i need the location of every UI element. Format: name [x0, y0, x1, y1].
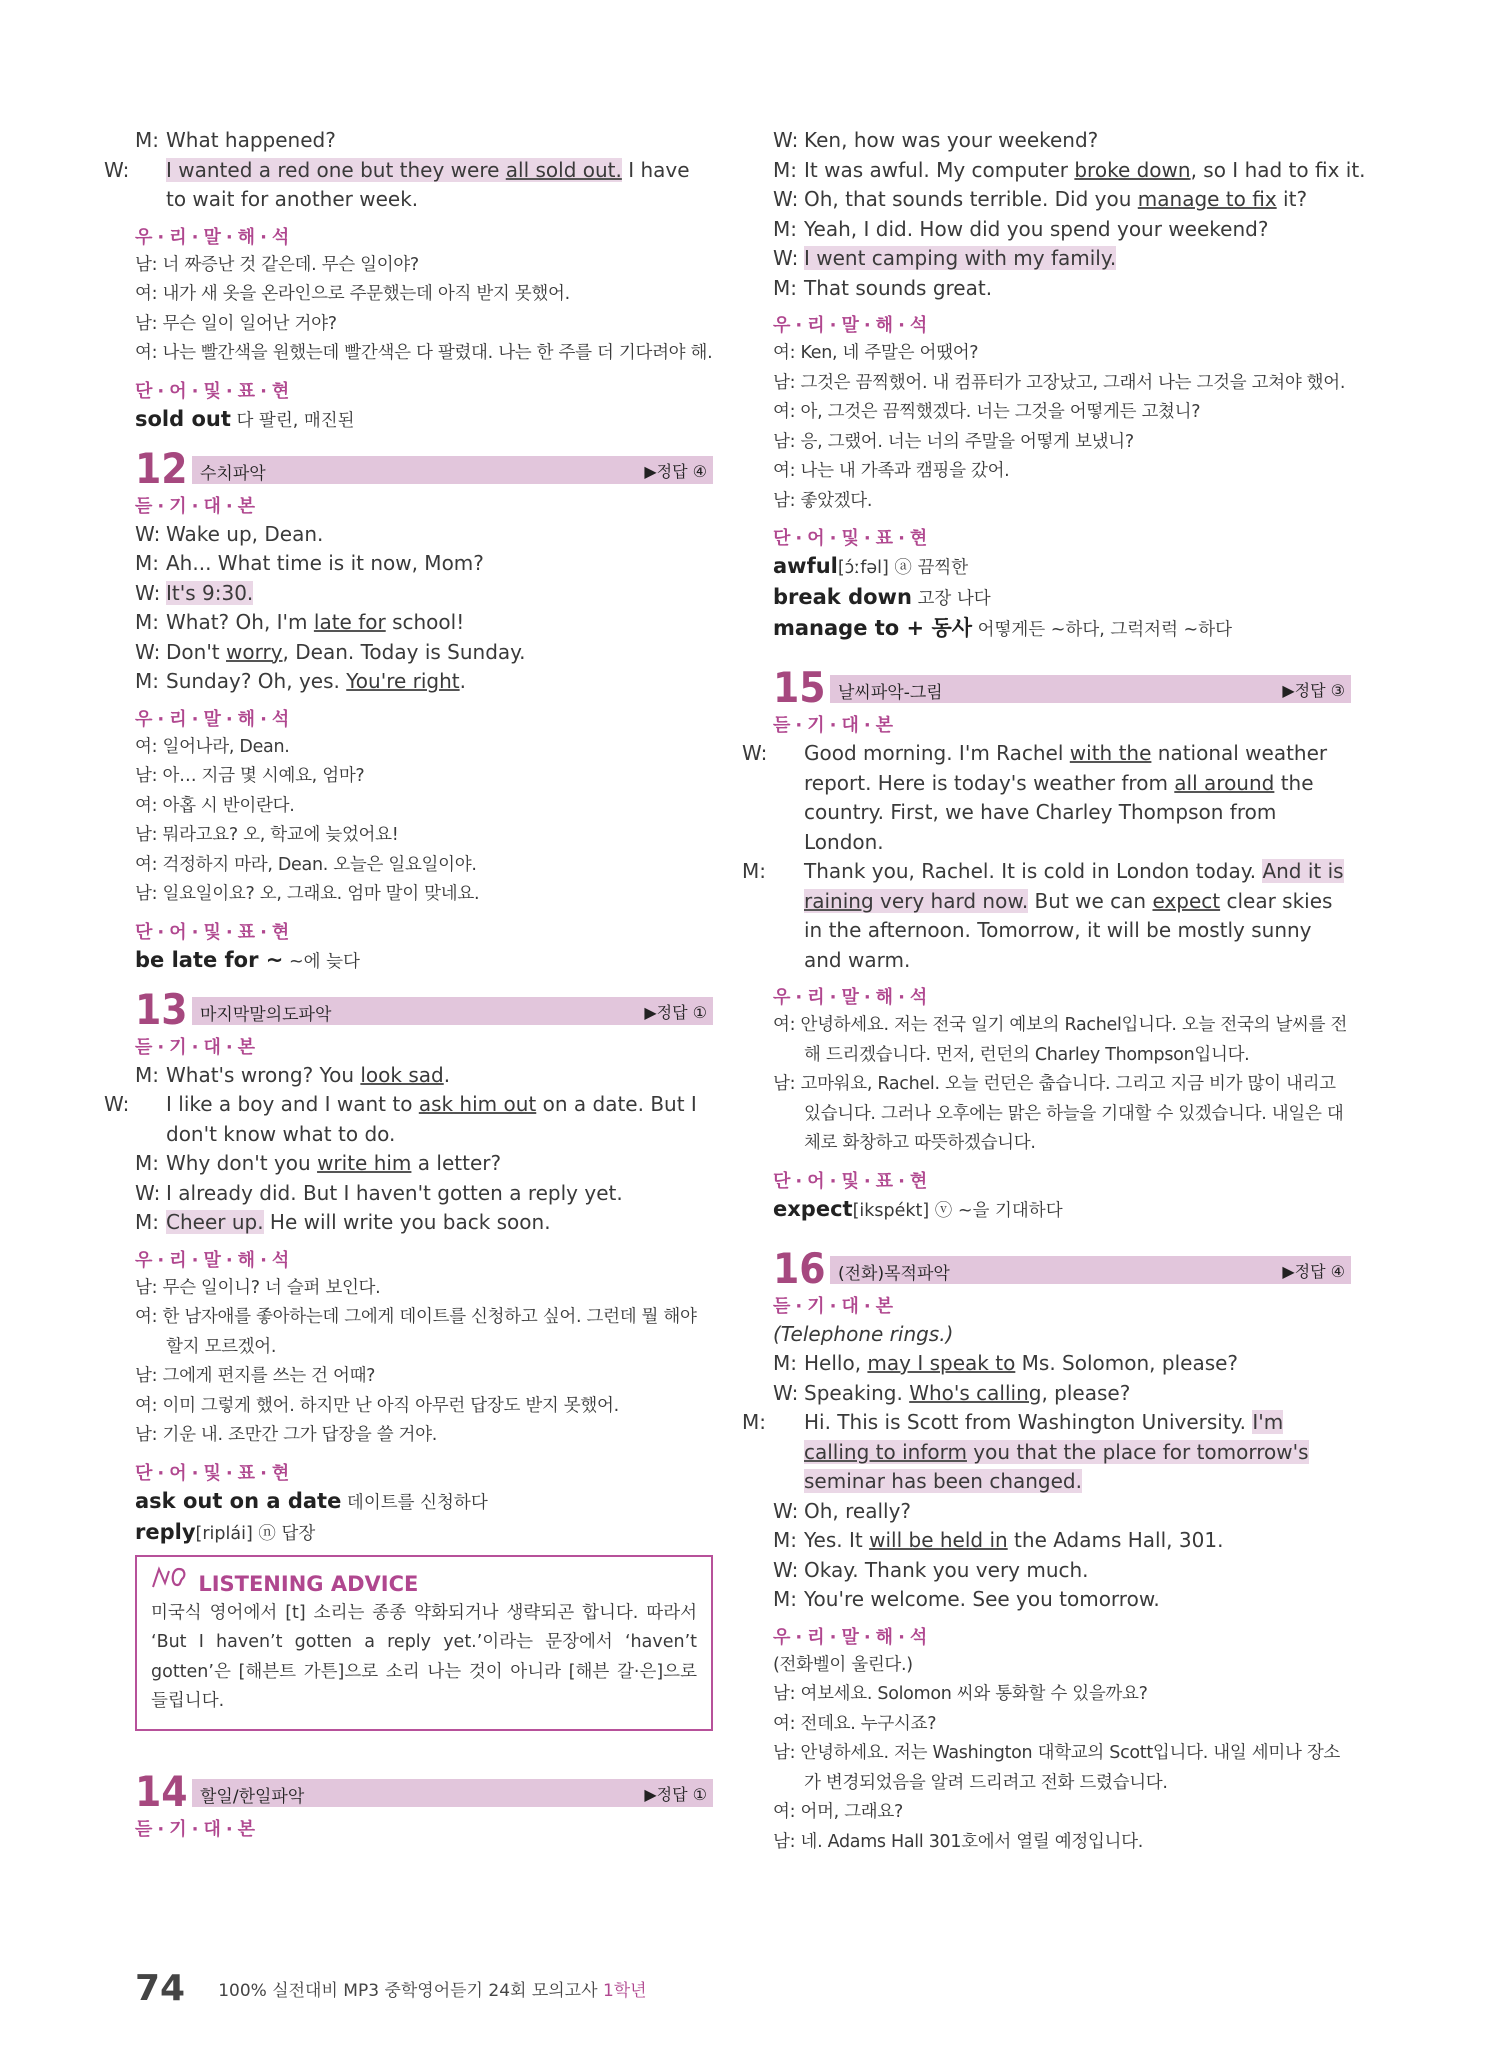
- dialog-line: W: I already did. But I haven't gotten a reply yet.: [135, 1180, 623, 1205]
- vocab-item: manage to + 동사 어떻게든 ~하다, 그럭저럭 ~하다: [773, 616, 1233, 640]
- dialog-line: W: Speaking. Who's calling, please?: [773, 1380, 1131, 1405]
- question-header-16: [773, 1243, 1351, 1293]
- dialog-line: M: Ah... What time is it now, Mom?: [135, 551, 484, 575]
- translation-line: 여: 내가 새 옷을 온라인으로 주문했는데 아직 받지 못했어.: [135, 284, 570, 304]
- dialog-line: M: You're welcome. See you tomorrow.: [773, 1587, 1160, 1611]
- question-number: 15: [773, 663, 826, 712]
- question-type: 할일/한일파악: [200, 1786, 305, 1807]
- question-bar: [830, 675, 1351, 703]
- translation-label: 우·리·말·해·석: [135, 1249, 295, 1271]
- translation-line: 여: 어머, 그래요?: [773, 1802, 904, 1822]
- advice-title: LISTENING ADVICE: [151, 1565, 697, 1599]
- answer-badge: ▶정답 ①: [644, 1784, 707, 1804]
- translation-line: 남: 아… 지금 몇 시예요, 엄마?: [135, 766, 365, 786]
- dialog-line: M: Hello, may I speak to Ms. Solomon, please?: [773, 1351, 1239, 1375]
- vocab-item: sold out 다 팔린, 매진된: [135, 406, 355, 431]
- vocab-item: awful[ɔ́ːfəl] ⓐ 끔찍한: [773, 554, 969, 578]
- translation-line: 남: 무슨 일이니? 너 슬퍼 보인다.: [135, 1277, 381, 1298]
- vocab-item: expect[ikspékt] ⓥ ~을 기대하다: [773, 1196, 1063, 1221]
- dialog-line: M: Yes. It will be held in the Adams Hall, 301.: [773, 1528, 1224, 1552]
- question-number: 12: [135, 443, 188, 493]
- translation-line: 남: 안녕하세요. 저는 Washington 대학교의 Scott입니다. 내일 세미나 장소가 변경되었음을 알려 드리려고 전화 드렸습니다.: [773, 1743, 1341, 1793]
- translation-line: 남: 너 짜증난 것 같은데. 무슨 일이야?: [135, 254, 419, 275]
- advice-body: 미국식 영어에서 [t] 소리는 종종 약화되거나 생략되곤 합니다. 따라서 ‘But I haven’t gotten a reply yet.’이라는 문장에서 ‘haven’t gotten’은 [해븐트 가튼]으로 소리 나는 것이 아니라 [해븐 갈·은]으로 들립니다.: [151, 1602, 697, 1711]
- question-bar: [192, 1779, 713, 1807]
- right-column: [742, 126, 1366, 1857]
- dialog-line: W: Oh, really?: [773, 1498, 912, 1523]
- page-footer: [135, 1968, 647, 2009]
- question-number: 13: [135, 984, 188, 1034]
- translation-line: 여: 나는 빨간색을 원했는데 빨간색은 다 팔렸대. 나는 한 주를 더 기다려야 해.: [135, 343, 713, 363]
- vocab-label: 단·어·및·표·현: [135, 1462, 295, 1484]
- translation-line: 여: 일어나라, Dean.: [135, 736, 290, 757]
- dialog-line: M: What's wrong? You look sad.: [135, 1062, 451, 1087]
- left-column: [104, 126, 713, 1843]
- answer-badge: ▶정답 ③: [1282, 681, 1345, 700]
- answer-badge: ▶정답 ①: [644, 1002, 707, 1022]
- stage-direction: (Telephone rings.): [773, 1321, 954, 1346]
- book-title: 100% 실전대비 MP3 중학영어듣기 24회 모의고사 1학년: [218, 1981, 647, 2001]
- translation-line: 여: 아홉 시 반이란다.: [135, 795, 295, 816]
- script-label: 듣·기·대·본: [135, 1818, 261, 1840]
- page-number: 74: [135, 1968, 186, 2009]
- dialog-line: M: What happened?: [135, 128, 336, 152]
- translation-line: 남: 그것은 끔찍했어. 내 컴퓨터가 고장났고, 그래서 나는 그것을 고쳐야 했어.: [773, 372, 1346, 393]
- translation-line: 남: 일요일이요? 오, 그래요. 엄마 말이 맞네요.: [135, 884, 480, 904]
- translation-line: 여: 걱정하지 마라, Dean. 오늘은 일요일이야.: [135, 854, 477, 875]
- translation-line: 남: 여보세요. Solomon 씨와 통화할 수 있을까요?: [773, 1684, 1148, 1704]
- vocab-label: 단·어·및·표·현: [135, 380, 295, 402]
- question-bar: [192, 456, 713, 484]
- vocab-label: 단·어·및·표·현: [773, 1170, 933, 1192]
- question-number: 14: [135, 1766, 188, 1816]
- script-label: 듣·기·대·본: [773, 1295, 899, 1317]
- dialog-line: M: Sunday? Oh, yes. You're right.: [135, 669, 466, 693]
- dialog-line: M: Why don't you write him a letter?: [135, 1151, 502, 1175]
- vocab-item: ask out on a date 데이트를 신청하다: [135, 1488, 488, 1513]
- dialog-line: W: Wake up, Dean.: [135, 521, 324, 546]
- script-label: 듣·기·대·본: [773, 715, 899, 736]
- translation-label: 우·리·말·해·석: [135, 226, 295, 248]
- dialog-line: W: Don't worry, Dean. Today is Sunday.: [135, 639, 526, 664]
- dialog-line: M: Cheer up. He will write you back soon.: [135, 1210, 551, 1234]
- dialog-line: M: That sounds great.: [773, 275, 993, 300]
- dialog-line: W: It's 9:30.: [135, 580, 254, 605]
- question-header-13: [135, 984, 713, 1034]
- dialog-line: M: It was awful. My computer broke down, so I had to fix it.: [773, 157, 1366, 182]
- translation-label: 우·리·말·해·석: [773, 987, 933, 1008]
- question-header-12: [135, 443, 713, 493]
- translation-line: 여: 아, 그것은 끔찍했겠다. 너는 그것을 어떻게든 고쳤니?: [773, 402, 1201, 422]
- dialog-line: M: Thank you, Rachel. It is cold in London today. And it is raining very hard now. But we can expect clear skies in the afternoon. Tomorrow, it will be mostly sunny and warm.: [742, 859, 1344, 972]
- translation-line: 여: 이미 그렇게 했어. 하지만 난 아직 아무런 답장도 받지 못했어.: [135, 1395, 619, 1416]
- translation-line: 여: 나는 내 가족과 캠핑을 갔어.: [773, 461, 1010, 481]
- dialog-line: W: I went camping with my family.: [773, 246, 1117, 270]
- question-type: 마지막말의도파악: [200, 1004, 332, 1025]
- translation-line: 여: 안녕하세요. 저는 전국 일기 예보의 Rachel입니다. 오늘 전국의 날씨를 전해 드리겠습니다. 먼저, 런던의 Charley Thompson입니다.: [773, 1015, 1348, 1065]
- translation-line: 여: 한 남자애를 좋아하는데 그에게 데이트를 신청하고 싶어. 그런데 뭘 해야 할지 모르겠어.: [135, 1307, 697, 1357]
- translation-line: 남: 그에게 편지를 쓰는 건 어때?: [135, 1366, 376, 1386]
- translation-line: 남: 응, 그랬어. 너는 너의 주말을 어떻게 보냈니?: [773, 431, 1134, 452]
- answer-badge: ▶정답 ④: [644, 461, 707, 481]
- dialog-line: W: Okay. Thank you very much.: [773, 1557, 1089, 1582]
- ear-icon: [151, 1572, 198, 1596]
- question-type: 날씨파악-그림: [838, 683, 943, 703]
- question-number: 16: [773, 1243, 826, 1293]
- vocab-label: 단·어·및·표·현: [773, 528, 933, 549]
- vocab-item: break down 고장 나다: [773, 585, 991, 609]
- dialog-line: W: Oh, that sounds terrible. Did you manage to fix it?: [773, 187, 1308, 211]
- translation-label: 우·리·말·해·석: [773, 315, 933, 336]
- question-type: 수치파악: [200, 463, 266, 484]
- translation-label: 우·리·말·해·석: [773, 1626, 933, 1648]
- translation-line: 여: Ken, 네 주말은 어땠어?: [773, 343, 979, 363]
- dialog-line: M: What? Oh, I'm late for school!: [135, 610, 465, 634]
- dialog-line: W: I wanted a red one but they were all sold out. I have to wait for another week.: [104, 157, 690, 211]
- translation-line: 남: 고마워요, Rachel. 오늘 런던은 춥습니다. 그리고 지금 비가 많이 내리고 있습니다. 그러나 오후에는 맑은 하늘을 기대할 수 있겠습니다. 내일은 대체로 화창하고 따뜻하겠습니다.: [773, 1074, 1344, 1153]
- translation-line: 남: 뭐라고요? 오, 학교에 늦었어요!: [135, 825, 399, 845]
- answer-badge: ▶정답 ④: [1282, 1261, 1345, 1281]
- question-bar: [830, 1256, 1351, 1284]
- translation-label: 우·리·말·해·석: [135, 708, 295, 730]
- question-type: (전화)목적파악: [838, 1263, 950, 1284]
- dialog-line: W: Good morning. I'm Rachel with the national weather report. Here is today's weather from all around the country. First, we have Charley Thompson from London.: [742, 741, 1328, 854]
- dialog-line: M: Hi. This is Scott from Washington University. I'm calling to inform you that the place for tomorrow's seminar has been changed.: [742, 1410, 1309, 1493]
- vocab-label: 단·어·및·표·현: [135, 921, 295, 943]
- vocab-item: be late for ~ ~에 늦다: [135, 947, 360, 972]
- dialog-line: W: I like a boy and I want to ask him out on a date. But I don't know what to do.: [104, 1092, 697, 1146]
- translation-line: 남: 기운 내. 조만간 그가 답장을 쓸 거야.: [135, 1425, 438, 1445]
- dialog-line: M: Yeah, I did. How did you spend your weekend?: [773, 216, 1269, 241]
- script-label: 듣·기·대·본: [135, 495, 261, 517]
- listening-advice-box: [135, 1555, 713, 1731]
- question-header-14: [135, 1766, 713, 1816]
- script-label: 듣·기·대·본: [135, 1036, 261, 1058]
- translation-line: 남: 네. Adams Hall 301호에서 열릴 예정입니다.: [773, 1831, 1144, 1852]
- question-header-15: [773, 663, 1351, 712]
- vocab-item: reply[riplái] ⓝ 답장: [135, 1519, 316, 1544]
- translation-line: 남: 무슨 일이 일어난 거야?: [135, 313, 337, 334]
- translation-line: 남: 좋았겠다.: [773, 490, 873, 511]
- translation-line: (전화벨이 울린다.): [773, 1654, 913, 1675]
- dialog-line: W: Ken, how was your weekend?: [773, 128, 1099, 152]
- translation-line: 여: 전데요. 누구시죠?: [773, 1713, 937, 1734]
- question-bar: [192, 997, 713, 1025]
